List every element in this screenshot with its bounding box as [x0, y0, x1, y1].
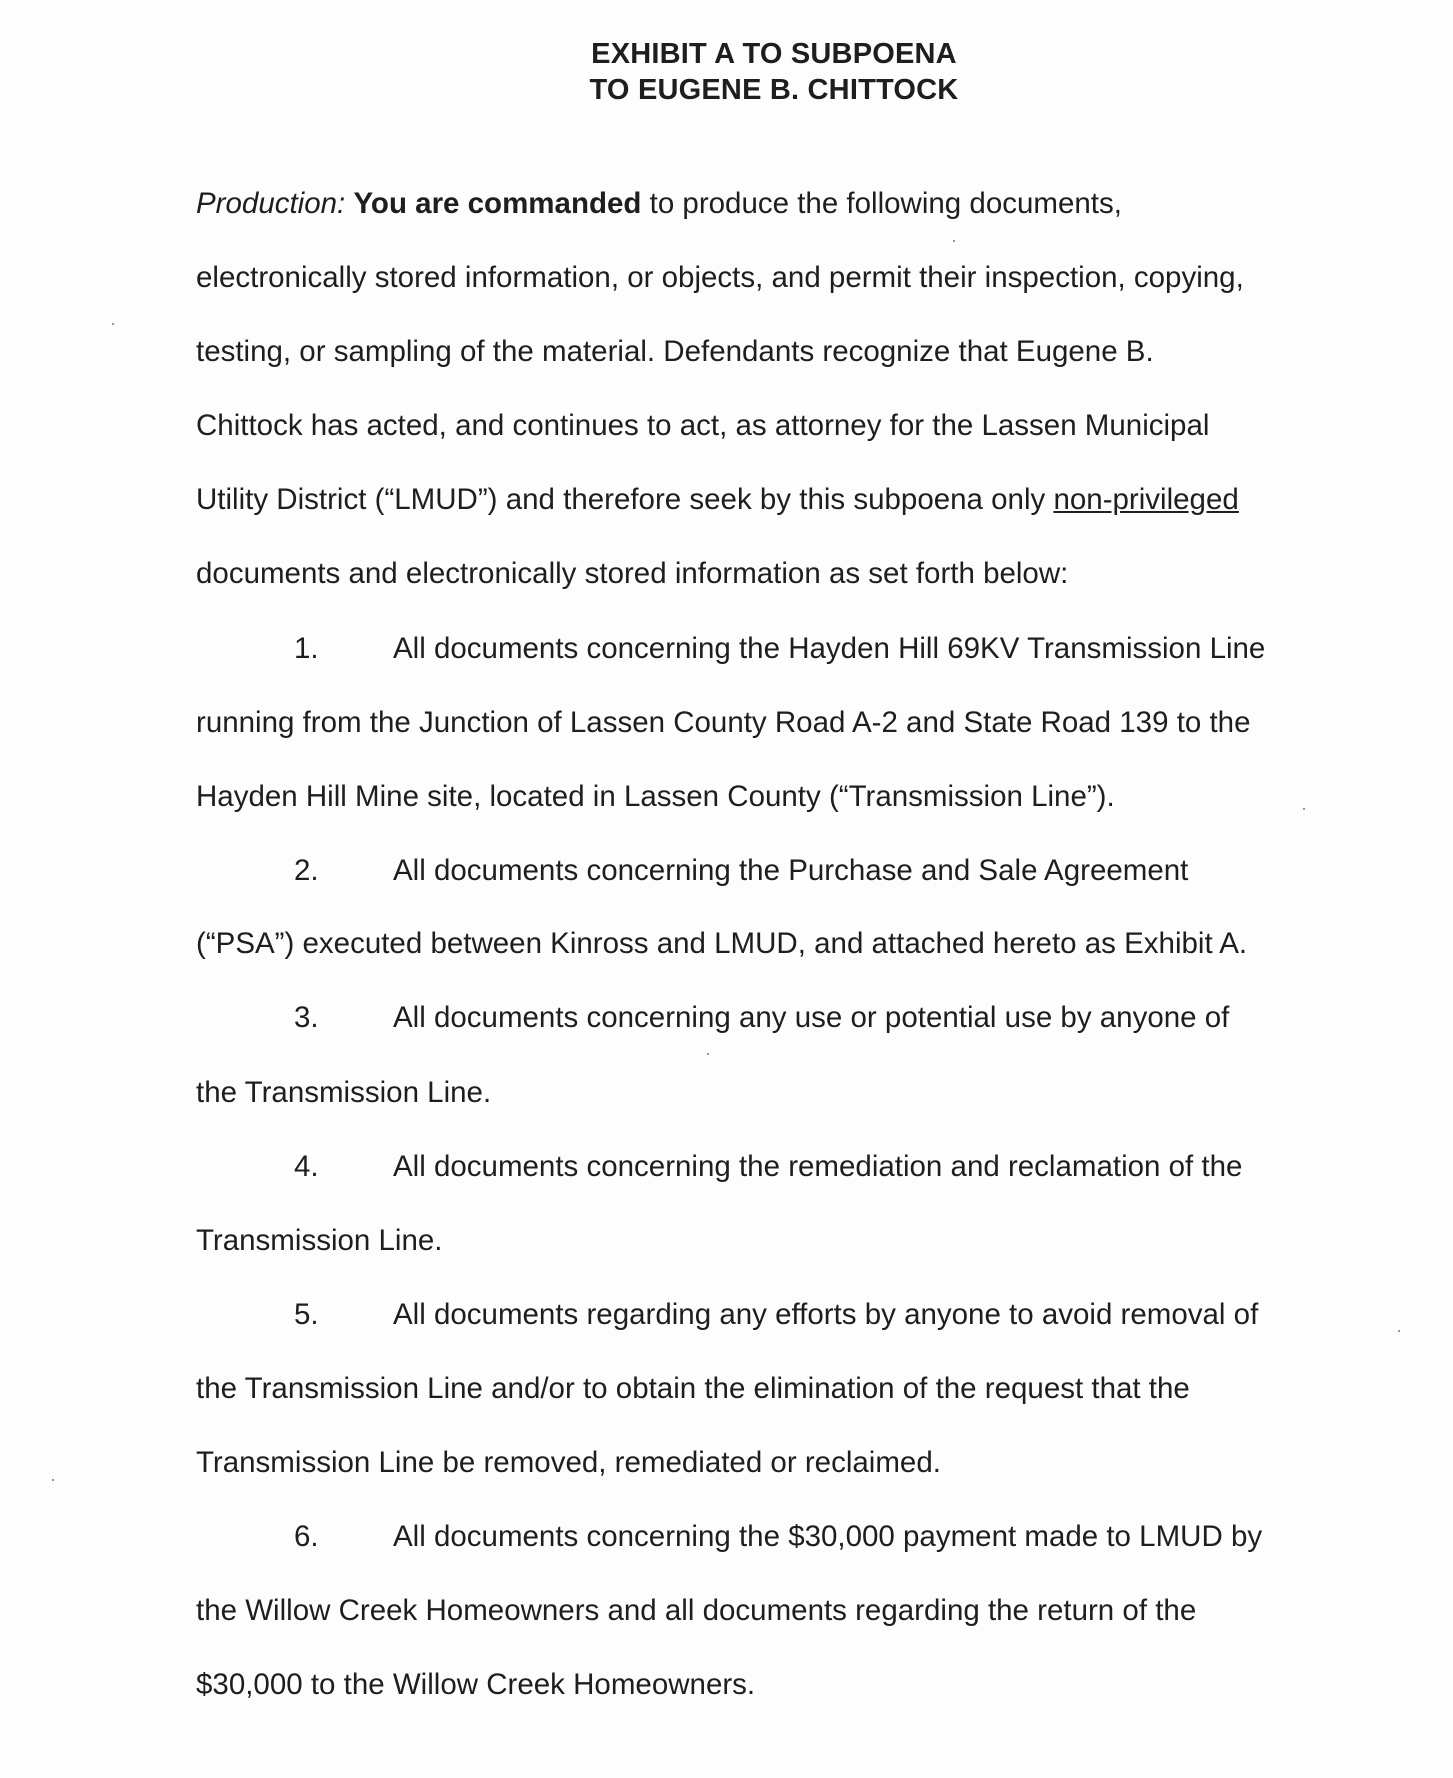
item-1-line-3: Hayden Hill Mine site, located in Lassen County (“Transmission Line”).	[196, 780, 1115, 813]
item-4-line-2: Transmission Line.	[196, 1224, 443, 1257]
item-1-line-2: running from the Junction of Lassen County Road A-2 and State Road 139 to the	[196, 706, 1251, 739]
exhibit-title: EXHIBIT A TO SUBPOENA	[591, 38, 957, 70]
intro-line-5	[196, 482, 1239, 518]
item-5-line-2: the Transmission Line and/or to obtain the elimination of the request that the	[196, 1372, 1190, 1405]
intro-line-1-rest: to produce the following documents,	[641, 187, 1122, 220]
intro-line-4: Chittock has acted, and continues to act, as attorney for the Lassen Municipal	[196, 409, 1210, 442]
scan-speck	[1303, 808, 1305, 810]
item-number: 5.	[294, 1298, 319, 1331]
intro-line-2: electronically stored information, or objects, and permit their inspection, copying,	[196, 261, 1244, 294]
item-1-line-1: All documents concerning the Hayden Hill 69KV Transmission Line	[393, 632, 1266, 665]
intro-line-1	[196, 186, 1122, 222]
item-5-line-1: All documents regarding any efforts by anyone to avoid removal of	[393, 1298, 1259, 1331]
scan-speck	[707, 1053, 709, 1055]
intro-line-3: testing, or sampling of the material. Defendants recognize that Eugene B.	[196, 335, 1154, 368]
item-number: 3.	[294, 1001, 319, 1034]
intro-line-6: documents and electronically stored information as set forth below:	[196, 557, 1069, 590]
item-6-line-3: $30,000 to the Willow Creek Homeowners.	[196, 1668, 756, 1701]
item-5-line-3: Transmission Line be removed, remediated or reclaimed.	[196, 1446, 941, 1479]
scan-speck	[1398, 1330, 1400, 1332]
item-3-line-2: the Transmission Line.	[196, 1076, 492, 1109]
item-number: 2.	[294, 854, 319, 887]
intro-line-5-text: Utility District (“LMUD”) and therefore seek by this subpoena only	[196, 483, 1054, 516]
scan-speck	[112, 323, 114, 325]
item-3-line-1: All documents concerning any use or potential use by anyone of	[393, 1001, 1230, 1034]
item-6-line-2: the Willow Creek Homeowners and all documents regarding the return of the	[196, 1594, 1197, 1627]
item-number: 1.	[294, 632, 319, 665]
production-label: Production:	[196, 187, 346, 220]
item-2-line-1: All documents concerning the Purchase and Sale Agreement	[393, 854, 1189, 887]
command-phrase: You are commanded	[353, 187, 642, 220]
item-4-line-1: All documents concerning the remediation and reclamation of the	[393, 1150, 1243, 1183]
non-privileged-term: non-privileged	[1053, 483, 1239, 516]
exhibit-subtitle: TO EUGENE B. CHITTOCK	[589, 74, 959, 106]
scan-speck	[52, 1479, 54, 1481]
scan-speck	[953, 240, 955, 242]
item-2-line-2: (“PSA”) executed between Kinross and LMUD, and attached hereto as Exhibit A.	[196, 927, 1248, 960]
item-number: 6.	[294, 1520, 319, 1553]
item-number: 4.	[294, 1150, 319, 1183]
item-6-line-1: All documents concerning the $30,000 payment made to LMUD by	[393, 1520, 1263, 1553]
